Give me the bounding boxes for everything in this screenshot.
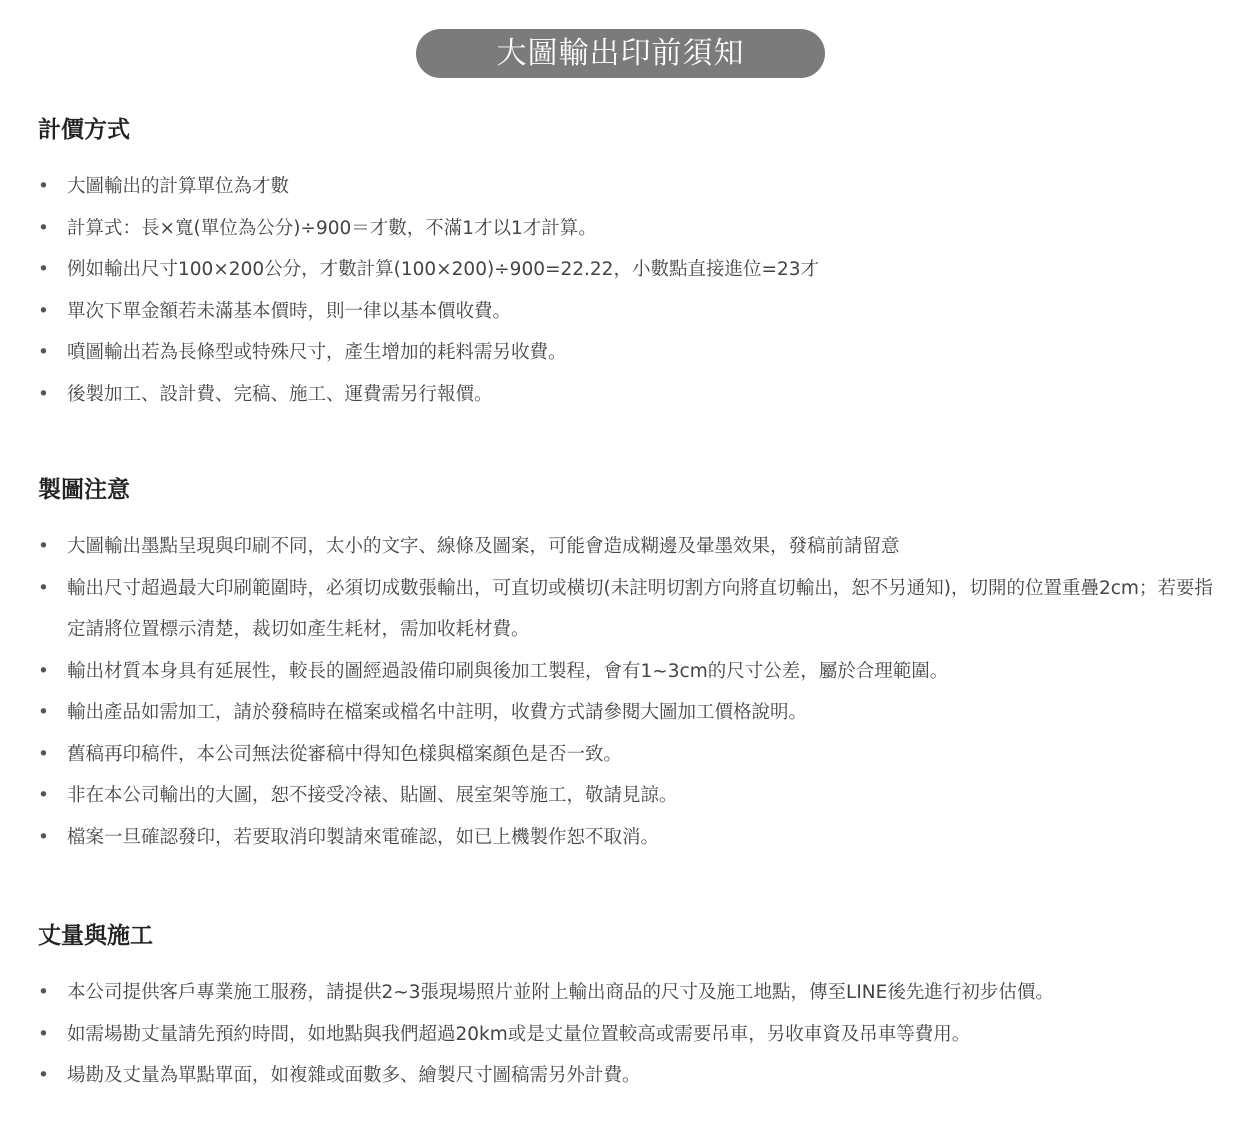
section-heading: 丈量與施工: [38, 923, 153, 949]
list-item-text: 大圖輸出墨點呈現與印刷不同，太小的文字、線條及圖案，可能會造成糊邊及暈墨效果，發稿前請留意: [67, 536, 900, 557]
list-item: [38, 208, 1218, 250]
bullet-icon: •: [38, 826, 49, 848]
list-item-text: 本公司提供客戶專業施工服務，請提供2~3張現場照片並附上輸出商品的尺寸及施工地點，傳至LINE後先進行初步估價。: [67, 982, 1054, 1003]
list-item: [38, 817, 1218, 859]
list-item-text: 非在本公司輸出的大圖，恕不接受冷裱、貼圖、展室架等施工，敬請見諒。: [67, 785, 678, 806]
list-item: [38, 651, 1218, 693]
list-item: [38, 526, 1218, 568]
section-heading: 計價方式: [38, 117, 130, 143]
bullet-icon: •: [38, 383, 49, 405]
list-item-text: 輸出產品如需加工，請於發稿時在檔案或檔名中註明，收費方式請參閱大圖加工價格說明。: [67, 702, 808, 723]
bullet-icon: •: [38, 982, 49, 1003]
list-item-text: 舊稿再印稿件，本公司無法從審稿中得知色樣與檔案顏色是否一致。: [67, 743, 623, 765]
list-item: [38, 291, 1218, 333]
section-design-notes: [38, 475, 1218, 848]
list-item: [38, 972, 1218, 1014]
list-item-text: 後製加工、設計費、完稿、施工、運費需另行報價。: [67, 383, 493, 405]
list-item-text: 大圖輸出的計算單位為才數: [67, 176, 290, 197]
list-item-text: 檔案一旦確認發印，若要取消印製請來電確認，如已上機製作恕不取消。: [67, 826, 660, 848]
list-item-text: 場勘及丈量為單點單面，如複雜或面數多、繪製尺寸圖稿需另外計費。: [67, 1065, 641, 1086]
list-item: [38, 568, 1218, 651]
list-item: [38, 374, 1218, 416]
section-heading: 製圖注意: [38, 477, 130, 503]
list-item: [38, 1055, 1218, 1097]
bullet-list: [38, 972, 1218, 1097]
bullet-icon: •: [38, 300, 49, 322]
bullet-icon: •: [38, 342, 49, 363]
bullet-list: [38, 166, 1218, 415]
page-title: 大圖輸出印前須知: [416, 29, 825, 78]
section-measurement-installation: [38, 921, 1218, 1086]
bullet-icon: •: [38, 176, 49, 197]
list-item: [38, 249, 1218, 291]
bullet-icon: •: [38, 1065, 49, 1086]
bullet-icon: •: [38, 702, 49, 723]
bullet-icon: •: [38, 259, 49, 280]
list-item: [38, 734, 1218, 776]
bullet-icon: •: [38, 577, 49, 599]
bullet-icon: •: [38, 536, 49, 557]
bullet-list: [38, 526, 1218, 858]
list-item: [38, 166, 1218, 208]
bullet-icon: •: [38, 1023, 49, 1045]
bullet-icon: •: [38, 785, 49, 806]
list-item-text: 單次下單金額若未滿基本價時，則一律以基本價收費。: [67, 300, 512, 322]
list-item: [38, 692, 1218, 734]
list-item: [38, 1014, 1218, 1056]
bullet-icon: •: [38, 743, 49, 765]
list-item-text: 噴圖輸出若為長條型或特殊尺寸，產生增加的耗料需另收費。: [67, 342, 567, 363]
section-pricing: [38, 115, 1218, 405]
list-item-text: 例如輸出尺寸100×200公分，才數計算(100×200)÷900=22.22，小數點直接進位=23才: [67, 259, 819, 280]
list-item-text: 如需場勘丈量請先預約時間，如地點與我們超過20km或是丈量位置較高或需要吊車，另收車資及吊車等費用。: [67, 1023, 971, 1045]
list-item: [38, 775, 1218, 817]
list-item-text: 輸出尺寸超過最大印刷範圍時，必須切成數張輸出，可直切或橫切(未註明切割方向將直切輸出，恕不另通知)，切開的位置重疊2cm；若要指定請將位置標示清楚，裁切如產生耗材，需加收耗材費。: [67, 577, 1213, 640]
list-item-text: 輸出材質本身具有延展性，較長的圖經過設備印刷與後加工製程，會有1~3cm的尺寸公差，屬於合理範圍。: [67, 660, 949, 682]
bullet-icon: •: [38, 217, 49, 239]
list-item-text: 計算式：長×寬(單位為公分)÷900＝才數，不滿1才以1才計算。: [67, 217, 597, 239]
list-item: [38, 332, 1218, 374]
bullet-icon: •: [38, 660, 49, 682]
